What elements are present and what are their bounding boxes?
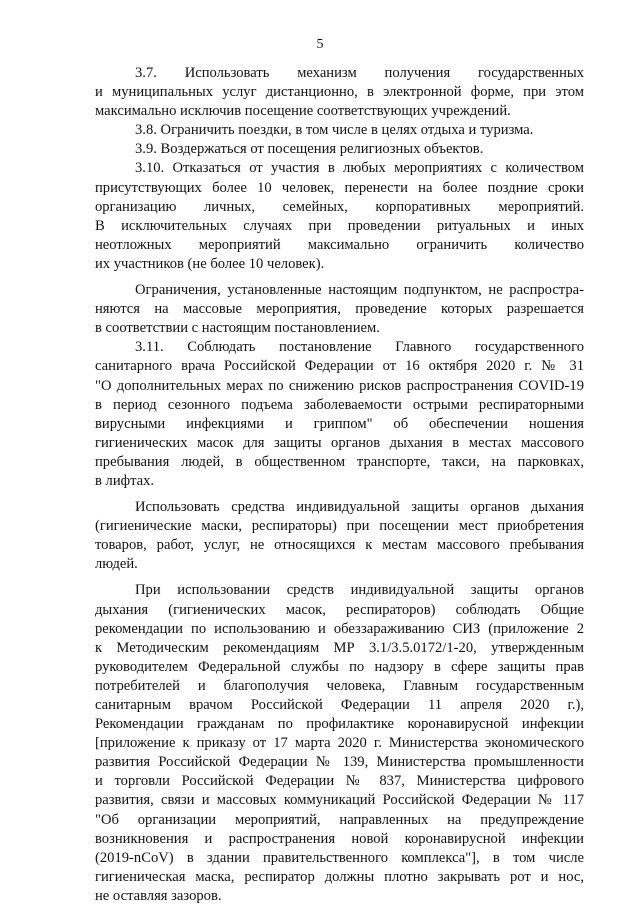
text-line: "Об организации мероприятий, направленных на предупреждение (95, 811, 584, 828)
text-line: 3.8. Ограничить поездки, в том числе в целях отдыха и туризма. (135, 122, 534, 139)
text-line: При использовании средств индивидуальной защиты органов (135, 582, 584, 599)
text-line: 3.9. Воздержаться от посещения религиозных объектов. (135, 141, 484, 158)
text-line: В исключительных случаях при проведении ритуальных и иных (95, 217, 584, 234)
text-line: людей. (95, 556, 138, 573)
text-line: "О дополнительных мерах по снижению рисков распространения COVID-19 (95, 377, 584, 394)
paragraph-3-10 (95, 159, 584, 274)
page-number: 5 (316, 37, 324, 52)
paragraph-gap (95, 491, 584, 498)
text-line: руководителем Федеральной службы по надзору в сфере защиты прав (95, 658, 584, 675)
text-line: Ограничения, установленные настоящим подпунктом, не распростра- (135, 282, 584, 299)
paragraph-restrictions (95, 281, 584, 338)
paragraph-3-11 (95, 338, 584, 491)
text-line: максимально исключив посещение соответствующих учреждений. (95, 103, 511, 120)
text-line: не оставляя зазоров. (95, 887, 222, 904)
text-line: в период сезонного подъема заболеваемости острыми респираторными (95, 396, 584, 413)
text-line: в соответствии с настоящим постановлением. (95, 320, 380, 337)
text-line: рекомендации по использованию и обеззараживанию СИЗ (приложение 2 (95, 620, 584, 637)
text-line: потребителей и благополучия человека, Главным государственным (95, 677, 584, 694)
text-line: в лифтах. (95, 472, 155, 489)
text-line: вирусными инфекциями и гриппом" об обеспечении ношения (95, 415, 584, 432)
paragraph-3-9 (95, 140, 584, 159)
text-line: развития, связи и массовых коммуникаций Российской Федерации № 117 (95, 792, 584, 809)
text-line: [приложение к приказу от 17 марта 2020 г. Министерства экономического (95, 735, 584, 752)
text-line: и торговли Российской Федерации № 837, Министерства цифрового (95, 773, 584, 790)
text-line: 3.7. Использовать механизм получения государственных (135, 65, 584, 81)
text-line: Использовать средства индивидуальной защиты органов дыхания (135, 499, 584, 516)
text-line: пребывания людей, в общественном транспорте, такси, на парковках, (95, 453, 584, 470)
text-line: гигиенических масок для защиты органов дыхания в местах массового (95, 434, 584, 451)
text-line: (гигиенические маски, респираторы) при посещении мест приобретения (95, 518, 584, 535)
document-body (95, 64, 584, 906)
text-line: товаров, работ, услуг, не относящихся к местам массового пребывания (95, 537, 584, 554)
paragraph-when-using (95, 581, 584, 906)
text-line: развития Российской Федерации № 139, Министерства промышленности (95, 754, 584, 771)
text-line: 3.11. Соблюдать постановление Главного государственного (135, 339, 584, 356)
text-line: к Методическим рекомендациям МР 3.1/3.5.0172/1-20, утвержденным (95, 639, 584, 656)
text-line: присутствующих более 10 человек, перенести на более поздние сроки (95, 179, 584, 196)
text-line: санитарного врача Российской Федерации от 16 октября 2020 г. № 31 (95, 358, 584, 375)
text-line: санитарным врачом Российской Федерации 11 апреля 2020 г.), (95, 697, 584, 713)
text-line: няются на массовые мероприятия, проведение которых разрешается (95, 301, 584, 318)
text-line: их участников (не более 10 человек). (95, 255, 325, 272)
paragraph-gap (95, 574, 584, 581)
paragraph-3-7 (95, 64, 584, 121)
text-line: неотложных мероприятий максимально ограничить количество (95, 236, 584, 253)
text-line: и муниципальных услуг дистанционно, в электронной форме, при этом (95, 84, 584, 101)
text-line: (2019-nCoV) в здании правительственного комплекса"], в том числе (95, 849, 584, 866)
text-line: 3.10. Отказаться от участия в любых мероприятиях с количеством (135, 160, 584, 177)
text-line: организацию личных, семейных, корпоративных мероприятий. (95, 198, 584, 215)
text-line: Рекомендации гражданам по профилактике коронавирусной инфекции (95, 716, 584, 733)
paragraph-gap (95, 274, 584, 281)
text-line: дыхания (гигиенических масок, респираторов) соблюдать Общие (95, 601, 584, 618)
paragraph-3-8 (95, 121, 584, 140)
text-line: возникновения и распространения новой коронавирусной инфекции (95, 830, 584, 847)
text-line: гигиеническая маска, респиратор должны плотно закрывать рот и нос, (95, 868, 584, 885)
paragraph-use-ppe (95, 498, 584, 574)
